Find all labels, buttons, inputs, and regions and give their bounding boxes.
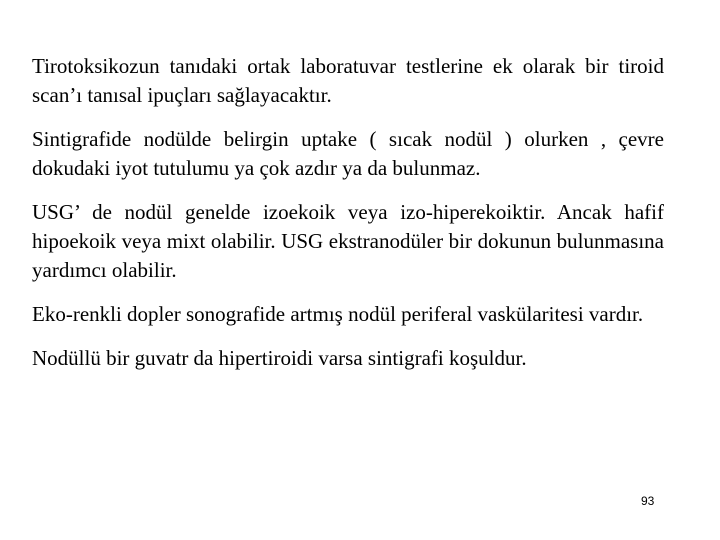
paragraph-scan-intro: Tirotoksikozun tanıdaki ortak laboratuvar testlerine ek olarak bir tiroid scan’ı tanısal ipuçları sağlayacaktır.: [32, 54, 664, 107]
page-number: 93: [641, 494, 655, 508]
slide-body: [32, 52, 664, 388]
paragraph-scintigraphy: Sintigrafide nodülde belirgin uptake ( sıcak nodül ) olurken , çevre dokudaki iyot tutulumu ya çok azdır ya da bulunmaz.: [32, 127, 664, 180]
paragraph-goiter: Nodüllü bir guvatr da hipertiroidi varsa sintigrafi koşuldur.: [32, 346, 527, 370]
paragraph-ultrasound: USG’ de nodül genelde izoekoik veya izo-hiperekoiktir. Ancak hafif hipoekoik veya mixt olabilir. USG ekstranodüler bir dokunun bulunmasına yardımcı olabilir.: [32, 200, 664, 282]
paragraph-doppler: Eko-renkli dopler sonografide artmış nodül periferal vaskülaritesi vardır.: [32, 302, 644, 326]
